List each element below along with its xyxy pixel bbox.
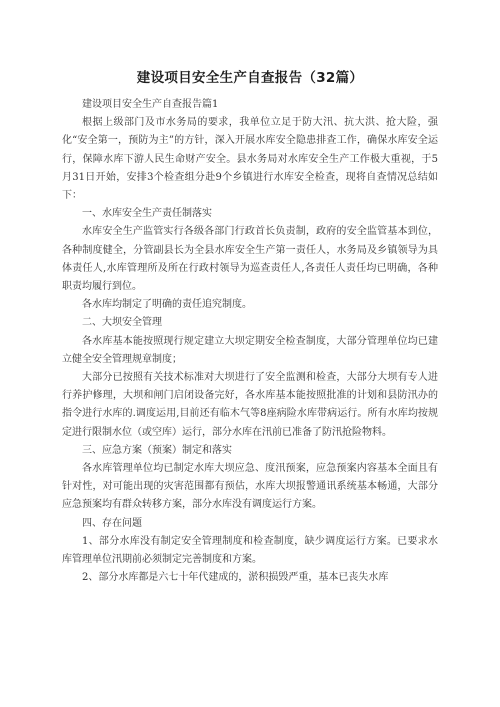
- section-heading: 二、大坝安全管理: [82, 317, 162, 329]
- document-body: [62, 96, 438, 587]
- body-paragraph: 水库安全生产监管实行各级各部门行政首长负责制，政府的安全监管基本到位，各种制度健全，分管副县长为全县水库安全生产第一责任人，水务局及乡镇领导为具体责任人,水库管理所及所在行政村领导为巡查责任人,各责任人责任均已明确，各种职责均履行到位。: [62, 226, 438, 293]
- section-heading: 建设项目安全生产自查报告篇1: [82, 99, 219, 110]
- body-paragraph: 1、部分水库没有制定安全管理制度和检查制度，缺少调度运行方案。已要求水库管理单位汛期前必须制定完善制度和方案。: [62, 535, 438, 566]
- body-paragraph: 2、部分水库都是六七十年代建成的，淤积损毁严重，基本已丧失水库: [82, 572, 389, 584]
- section-heading: 三、应急方案（预案）制定和落实: [82, 444, 232, 456]
- body-paragraph: 各水库均制定了明确的责任追究制度。: [82, 299, 252, 311]
- body-paragraph: 大部分已按照有关技术标准对大坝进行了安全监测和检查，大部分大坝有专人进行养护修理，大坝和闸门启闭设备完好，各水库基本能按照批准的计划和县防汛办的指令进行水库的.调度运用,目前还有临木气等8座病险水库带病运行。所有水库均按规定进行限制水位（或空库）运行，部分水库在汛前已准备了防汛抢险物料。: [62, 372, 438, 438]
- document-title: 建设项目安全生产自查报告（32篇）: [136, 70, 364, 86]
- section-heading: 一、水库安全生产责任制落实: [82, 208, 212, 220]
- body-paragraph: 各水库基本能按照现行规定建立大坝定期安全检查制度，大部分管理单位均已建立健全安全管理规章制度；: [62, 335, 438, 365]
- section-heading: 四、存在问题: [82, 517, 142, 529]
- body-paragraph: 各水库管理单位均已制定水库大坝应急、度汛预案，应急预案内容基本全面且有针对性，对可能出现的灾害范围都有预估，水库大坝报警通讯系统基本畅通，大部分应急预案均有群众转移方案，部分水库没有调度运行方案。: [62, 463, 438, 511]
- body-paragraph: 根据上级部门及市水务局的要求，我单位立足于防大汛、抗大洪、抢大险，强化“安全第一，预防为主”的方针，深入开展水库安全隐患排查工作，确保水库安全运行，保障水库下游人民生命财产安全。县水务局对水库安全生产工作极大重视，于5月31日开始，安排3个检查组分赴9个乡镇进行水库安全检查，现将自查情况总结如下：: [62, 117, 438, 202]
